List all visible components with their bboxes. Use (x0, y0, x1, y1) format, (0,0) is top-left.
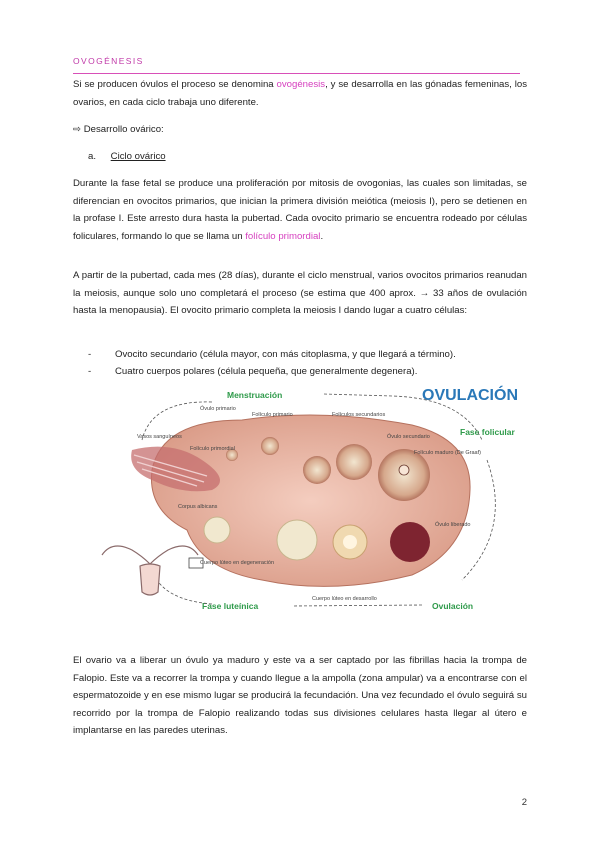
label-mature-follicle: Folículo maduro (De Graaf) (414, 450, 481, 456)
header-title: OVOGÉNESIS (73, 56, 144, 66)
ovulation-figure (92, 380, 530, 622)
arrow-icon: ⇨ (73, 124, 82, 135)
para1-text: Durante la fase fetal se produce una proliferación por mitosis de ovogonias, las cuales son limitadas, se diferencian en ovocitos primarios, que inician la primera división meiótica (meiosis I), pero se detienen en la profase I. Este arresto dura hasta la pubertad. Cada ovocito primario se encuentra rodeado por células foliculares, formando lo que se llama un (73, 178, 527, 242)
intro-text-1: Si se producen óvulos el proceso se denomina (73, 79, 277, 90)
label-primary-follicle: Folículo primario (252, 412, 293, 418)
paragraph-puberty: A partir de la pubertad, cada mes (28 días), durante el ciclo menstrual, varios ovocitos primarios reanudan la meiosis, aunque solo uno completará el proceso (se estima que 400 aprox. → 33 años de ovulación hasta la menopausia). El ovocito primario completa la meiosis I dando lugar a cuatro células: (73, 270, 527, 316)
list-item (88, 363, 528, 380)
bullet-dash: - (88, 366, 92, 377)
secondary-follicle-1 (303, 456, 331, 484)
ovocyte-dot (399, 465, 409, 475)
list-item (88, 346, 528, 363)
page-header (73, 51, 520, 74)
subsection-letter: a. (88, 151, 97, 162)
page-number: 2 (521, 797, 527, 808)
label-secondary-ovocyte: Óvulo secundario (387, 434, 430, 440)
corpus-albicans-2 (277, 520, 317, 560)
corpus-luteum-degen-core (343, 535, 357, 549)
intro-paragraph (73, 76, 527, 111)
phase-ovulation: Ovulación (432, 601, 474, 611)
para1-end: . (320, 230, 324, 242)
paragraph-fetal-phase (73, 175, 527, 245)
intro-text-2: , y se desarrolla en las gónadas femeninas, los ovarios, en cada ciclo trabaja uno diferente. (73, 79, 527, 108)
phase-menstruation: Menstruación (227, 390, 283, 400)
subsection-label: Ciclo ovárico (110, 151, 166, 162)
primary-follicle (261, 437, 279, 455)
label-ruptured-follicle: Óvulo liberado (435, 522, 471, 528)
para1-highlight: folículo primordial (245, 230, 321, 242)
label-primary-ovocyte: Óvulo primario (200, 406, 236, 412)
corpus-luteum (390, 522, 430, 562)
label-corpus-albicans: Corpus albicans (178, 504, 218, 510)
secondary-follicle-2 (336, 444, 372, 480)
bullet-text: Ovocito secundario (célula mayor, con más citoplasma, y que llegará a término). (115, 349, 456, 360)
subsection-heading (88, 148, 166, 166)
paragraph-ovulation: El ovario va a liberar un óvulo ya maduro y este va a ser captado por las fibrillas hacia la trompa de Falopio. Este va a recorrer la trompa y cuando llegue a la ampolla (zona ampular) va a encontrarse con el espermatozoide y en ese mismo lugar se producirá la fecundación. Una vez fecundado el óvulo seguirá su recorrido por la trompa de Falopio realizando todas sus divisiones celulares hasta llegar al útero e implantarse en las paredes uterinas. (73, 655, 527, 736)
uterus-inset (102, 546, 203, 595)
intro-highlight: ovogénesis (276, 79, 326, 90)
bullet-list (88, 346, 528, 380)
section-label: Desarrollo ovárico: (83, 124, 164, 135)
label-primordial-follicle: Folículo primordial (190, 446, 235, 452)
phase-luteal: Fase luteínica (202, 601, 259, 611)
label-corpus-luteum-degen: Cuerpo lúteo en degeneración (200, 560, 275, 566)
label-secondary-follicles: Folículos secundarios (332, 412, 386, 418)
label-blood-vessels: Vasos sanguíneos (137, 434, 182, 440)
ovulation-diagram (92, 380, 530, 622)
figure-title: OVULACIÓN (422, 387, 518, 404)
bullet-text: Cuatro cuerpos polares (célula pequeña, que generalmente degenera). (115, 366, 418, 377)
corpus-albicans-1 (204, 517, 230, 543)
phase-follicular: Fase folicular (460, 427, 515, 437)
section-heading (73, 121, 527, 139)
bullet-dash: - (88, 349, 92, 360)
label-corpus-luteum-dev: Cuerpo lúteo en desarrollo (312, 596, 377, 602)
